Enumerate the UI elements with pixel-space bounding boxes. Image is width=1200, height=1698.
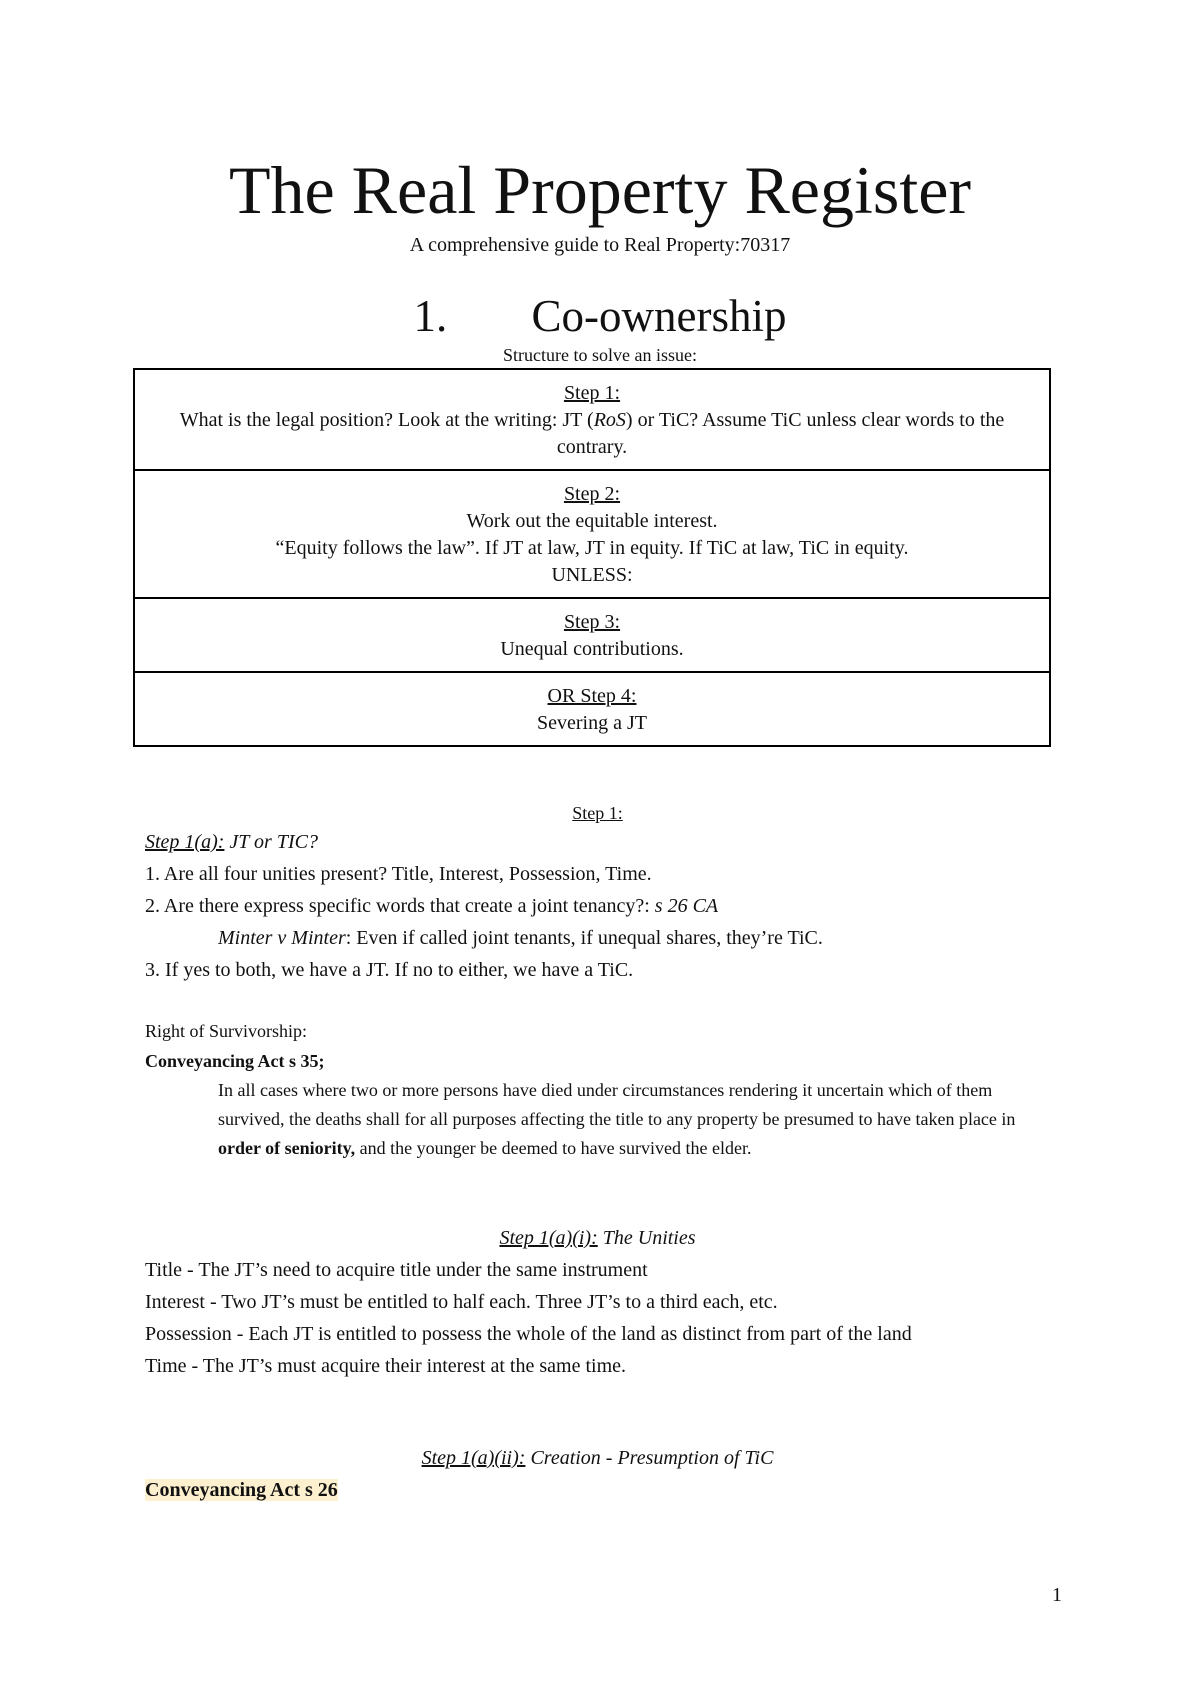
express-words-question [145, 890, 1050, 922]
survivorship-label: Right of Survivorship: [145, 1021, 308, 1041]
step1-heading: Step 1: [572, 803, 623, 823]
highlighted-act: Conveyancing Act s 26 [145, 1479, 338, 1501]
step-box-heading: OR Step 4: [547, 685, 637, 707]
step-box-2 [133, 471, 1051, 599]
step-box-text: Unequal contributions. [500, 638, 684, 660]
unity-title: Title - The JT’s need to acquire title under the same instrument [145, 1259, 648, 1281]
step-text-part: What is the legal position? Look at the writing: JT ( [179, 409, 594, 431]
survivorship-act: Conveyancing Act s 35; [145, 1051, 325, 1071]
step-box-1 [133, 368, 1051, 471]
subheading-label: Step 1(a)(ii): [421, 1447, 526, 1469]
section-title: Co-ownership [531, 291, 787, 341]
step1a-heading [145, 826, 1050, 858]
structure-intro: Structure to solve an issue: [503, 345, 697, 365]
step-box-text: Severing a JT [537, 712, 647, 734]
step-box-heading: Step 1: [563, 382, 621, 404]
creation-act-line [145, 1474, 1050, 1506]
document-subtitle: A comprehensive guide to Real Property:70317 [409, 234, 791, 256]
subheading-text: The Unities [597, 1227, 696, 1249]
step-box-heading: Step 3: [563, 611, 621, 633]
unity-time: Time - The JT’s must acquire their interest at the same time. [145, 1355, 627, 1377]
subheading-label: Step 1(a)(i): [499, 1227, 598, 1249]
step-text-italic: RoS [593, 409, 626, 431]
subheading-text: JT or TIC? [224, 831, 318, 853]
survivorship-section [145, 1016, 1050, 1163]
step-box-text: Work out the equitable interest. [466, 510, 718, 532]
question-text: 2. Are there express specific words that create a joint tenancy?: [145, 895, 655, 917]
steps-table [133, 368, 1051, 747]
step1-section [145, 800, 1050, 986]
step-box-text: UNLESS: [551, 564, 633, 586]
step-box-4 [133, 673, 1051, 747]
quote-text: and the younger be deemed to have survived the elder. [355, 1138, 752, 1158]
section-heading [0, 288, 1200, 344]
case-note [145, 922, 1050, 954]
step-box-3 [133, 599, 1051, 673]
subheading-label: Step 1(a): [145, 831, 225, 853]
subheading-text: Creation - Presumption of TiC [525, 1447, 774, 1469]
unity-possession: Possession - Each JT is entitled to possess the whole of the land as distinct from part of the land [145, 1323, 912, 1345]
unities-question: 1. Are all four unities present? Title, Interest, Possession, Time. [145, 863, 652, 885]
document-title: The Real Property Register [228, 152, 972, 228]
statute-citation: s 26 CA [654, 895, 719, 917]
case-text: : Even if called joint tenants, if unequal shares, they’re TiC. [345, 927, 823, 949]
step-box-text [149, 407, 1035, 461]
unities-section [145, 1222, 1050, 1382]
creation-section [145, 1442, 1050, 1506]
step-box-heading: Step 2: [563, 483, 621, 505]
step-box-text: “Equity follows the law”. If JT at law, JT in equity. If TiC at law, TiC in equity. [275, 537, 909, 559]
unity-interest: Interest - Two JT’s must be entitled to half each. Three JT’s to a third each, etc. [145, 1291, 778, 1313]
case-name: Minter v Minter [218, 927, 346, 949]
conclusion-line: 3. If yes to both, we have a JT. If no to either, we have a TiC. [145, 959, 634, 981]
creation-heading [145, 1442, 1050, 1474]
step-text-part: ) or TiC? Assume TiC unless clear words to the contrary. [556, 409, 1005, 458]
unities-heading [145, 1222, 1050, 1254]
quote-text: In all cases where two or more persons have died under circumstances rendering it uncertain which of them survived, the deaths shall for all purposes affecting the title to any property be presumed to have taken place in [218, 1080, 1016, 1129]
quote-emphasis: order of seniority, [218, 1138, 356, 1158]
section-number: 1. [413, 291, 448, 341]
page-number: 1 [1052, 1584, 1062, 1606]
statute-quote [145, 1076, 1050, 1163]
